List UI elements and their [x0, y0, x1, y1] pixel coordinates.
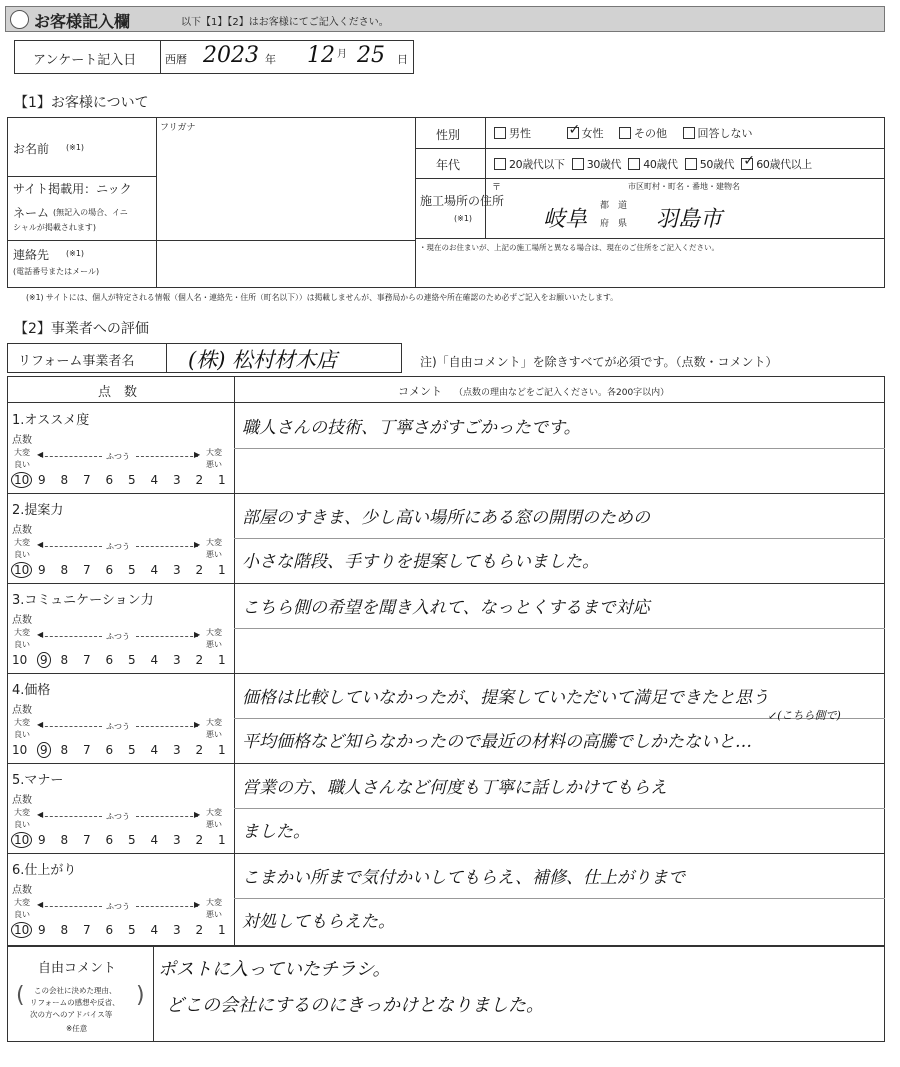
evaluation-row: [8, 583, 885, 673]
scale-number-selected[interactable]: 10: [14, 473, 30, 487]
nickname-note-2: シャルが掲載されます): [13, 223, 96, 232]
comment-line-2[interactable]: 小さな階段、手すりを提案してもらいました。: [242, 552, 599, 572]
score-label: 点数: [12, 525, 32, 536]
arrow-right-icon: ▶: [194, 900, 201, 909]
scale-left-top: 大変: [14, 538, 30, 547]
comment-line-2[interactable]: 平均価格など知らなかったので最近の材料の高騰でしかたないと…: [242, 732, 752, 752]
scale-number[interactable]: 7: [83, 473, 91, 487]
scale-number[interactable]: 7: [83, 563, 91, 577]
gender-option-male[interactable]: 男性: [494, 127, 531, 140]
scale-mid: ふつう: [106, 632, 130, 641]
scale-number[interactable]: 5: [128, 743, 136, 757]
free-note-1: この会社に決めた理由、: [34, 986, 117, 995]
address-label: 施工場所の住所: [420, 194, 505, 208]
arrow-left-icon: ◀: [37, 540, 44, 549]
scale-number[interactable]: 1: [218, 653, 226, 667]
scale-number[interactable]: 6: [105, 833, 114, 847]
comment-line-1[interactable]: 営業の方、職人さんなど何度も丁寧に話しかけてもらえ: [242, 778, 667, 798]
day-value[interactable]: 25: [357, 43, 385, 68]
score-label: 点数: [12, 705, 32, 716]
scale-mid: ふつう: [106, 722, 130, 731]
scale-left-bottom: 良い: [14, 460, 30, 469]
age-option-20s[interactable]: 20歳代以下: [494, 158, 565, 171]
gender-options: [494, 122, 753, 141]
comment-line-2[interactable]: 対処してもらえた。: [242, 912, 395, 932]
scale-right-bottom: 悪い: [206, 460, 222, 469]
scale-number[interactable]: 3: [173, 563, 181, 577]
checkbox-icon[interactable]: [572, 158, 584, 170]
section-header: [5, 6, 885, 32]
date-row: [14, 40, 414, 74]
scale-right-top: 大変: [206, 898, 222, 907]
scale-right-top: 大変: [206, 628, 222, 637]
arrow-left-icon: ◀: [37, 450, 44, 459]
free-note-3: 次の方へのアドバイス等: [30, 1010, 113, 1019]
scale-mid: ふつう: [106, 452, 130, 461]
address-footnote: ・現在のお住まいが、上記の施工場所と異なる場合は、現在のご住所をご記入ください。: [419, 243, 719, 252]
scale-number[interactable]: 3: [173, 473, 181, 487]
privacy-footnote: (※1) サイトには、個人が特定される情報（個人名・連絡先・住所（町名以下））は掲載しませんが、事務局からの連絡や所在確認のため必ずご記入をお願いいたします。: [26, 293, 618, 302]
scale-number[interactable]: 2: [195, 833, 204, 847]
name-note: (※1): [66, 143, 85, 152]
score-column-header: 点 数: [98, 385, 138, 400]
age-option-40s[interactable]: 40歳代: [628, 158, 677, 171]
scale-number[interactable]: 1: [218, 923, 226, 937]
scale-right-bottom: 悪い: [206, 640, 222, 649]
scale-number[interactable]: 5: [128, 473, 136, 487]
year-unit: 年: [265, 53, 276, 66]
scale-number[interactable]: 4: [150, 743, 159, 757]
criterion-label: 2.提案力: [12, 503, 64, 518]
scale-mid: ふつう: [106, 902, 130, 911]
gender-option-female[interactable]: ✓ 女性: [568, 122, 604, 140]
company-label: リフォーム事業者名: [18, 354, 135, 369]
arrow-left-icon: ◀: [37, 900, 44, 909]
scale-number[interactable]: 10: [12, 743, 28, 757]
arrow-right-icon: ▶: [194, 540, 201, 549]
arrow-right-icon: ▶: [194, 450, 201, 459]
scale-number-selected[interactable]: 9: [40, 653, 48, 667]
scale-right-bottom: 悪い: [206, 820, 222, 829]
section2-title: 【2】事業者への評価: [14, 321, 149, 337]
month-unit: 月: [337, 49, 347, 60]
scale-left-bottom: 良い: [14, 820, 30, 829]
arrow-left-icon: ◀: [37, 630, 44, 639]
scale-number[interactable]: 9: [38, 923, 46, 937]
scale-number[interactable]: 1: [218, 563, 226, 577]
scale-number[interactable]: 6: [105, 743, 114, 757]
comment-column-header: コメント: [398, 385, 442, 398]
score-label: 点数: [12, 435, 32, 446]
furigana-label: フリガナ: [160, 123, 196, 133]
age-option-50s[interactable]: 50歳代: [685, 158, 734, 171]
scale-number-selected[interactable]: 10: [14, 923, 30, 937]
scale-number[interactable]: 2: [195, 473, 204, 487]
checked-checkbox-icon[interactable]: ✓: [743, 153, 755, 169]
address-hint: 市区町村・町名・番地・建物名: [628, 182, 740, 191]
age-option-60s[interactable]: ✓ 60歳代以上: [743, 153, 812, 171]
free-note-2: リフォームの感想や反省、: [30, 998, 120, 1007]
year-value[interactable]: 2023: [203, 43, 259, 68]
score-label: 点数: [12, 795, 32, 806]
postal-mark: 〒: [492, 183, 502, 193]
scale-number-selected[interactable]: 9: [40, 743, 48, 757]
scale-number[interactable]: 3: [173, 833, 181, 847]
scale-number-selected[interactable]: 10: [14, 833, 30, 847]
scale-number[interactable]: 8: [60, 743, 69, 757]
scale-number[interactable]: 10: [12, 653, 28, 667]
section1-title: 【1】お客様について: [14, 95, 149, 111]
scale-left-top: 大変: [14, 718, 30, 727]
pref-units-bottom: 府 県: [600, 219, 628, 229]
score-label: 点数: [12, 885, 32, 896]
scale-number[interactable]: 4: [150, 923, 159, 937]
scale-number[interactable]: 1: [218, 473, 226, 487]
scale-mid: ふつう: [106, 812, 130, 821]
scale-number[interactable]: 8: [60, 473, 69, 487]
criterion-label: 3.コミュニケーション力: [12, 593, 154, 608]
required-note: 注)「自由コメント」を除きすべてが必須です。（点数・コメント）: [420, 355, 778, 369]
scale-number[interactable]: 2: [195, 653, 204, 667]
checkbox-icon[interactable]: [494, 127, 506, 139]
left-paren-icon: (: [16, 983, 25, 1008]
criterion-label: 1.オススメ度: [12, 413, 90, 428]
evaluation-row: [8, 763, 885, 853]
score-label: 点数: [12, 615, 32, 626]
comment-line-1[interactable]: 職人さんの技術、丁寧さがすごかったです。: [242, 418, 581, 438]
gender-option-other[interactable]: その他: [619, 127, 667, 140]
scale-number[interactable]: 5: [128, 923, 136, 937]
comment-column-note: （点数の理由などをご記入ください。各200字以内）: [454, 388, 670, 398]
contact-note-2: (電話番号またはメール): [13, 267, 100, 276]
customer-info-table: [7, 117, 885, 288]
comment-line-1[interactable]: こちら側の希望を聞き入れて、なっとくするまで対応: [242, 598, 650, 618]
scale-number[interactable]: 2: [195, 743, 204, 757]
city-value[interactable]: 羽島市: [656, 207, 723, 232]
scale-right-bottom: 悪い: [206, 730, 222, 739]
scale-number[interactable]: 9: [38, 563, 46, 577]
evaluation-row: [8, 403, 885, 493]
scale-number[interactable]: 6: [105, 563, 114, 577]
scale-number[interactable]: 6: [105, 653, 114, 667]
free-comment-line-1[interactable]: ポストに入っていたチラシ。: [158, 959, 391, 980]
scale-left-bottom: 良い: [14, 910, 30, 919]
free-comment-box: [7, 946, 885, 1042]
scale-left-bottom: 良い: [14, 640, 30, 649]
scale-number-selected[interactable]: 10: [14, 563, 30, 577]
arrow-right-icon: ▶: [194, 810, 201, 819]
scale-number[interactable]: 7: [83, 653, 91, 667]
contact-label: 連絡先: [13, 248, 50, 262]
scale-number[interactable]: 7: [83, 923, 91, 937]
checkbox-icon[interactable]: [628, 158, 640, 170]
age-options: [494, 153, 812, 172]
scale-right-bottom: 悪い: [206, 910, 222, 919]
nickname-note-1: (無記入の場合、イニ: [53, 208, 128, 217]
circle-icon: [10, 10, 29, 29]
scale-number[interactable]: 1: [218, 833, 226, 847]
scale-number[interactable]: 4: [150, 473, 159, 487]
scale-number[interactable]: 2: [195, 923, 204, 937]
criterion-label: 5.マナー: [12, 773, 64, 788]
criterion-label: 6.仕上がり: [12, 863, 77, 878]
address-note: (※1): [454, 214, 473, 223]
scale-right-top: 大変: [206, 538, 222, 547]
month-value[interactable]: 12: [307, 43, 335, 68]
scale-left-top: 大変: [14, 628, 30, 637]
free-comment-label: 自由コメント: [38, 961, 117, 976]
scale-number[interactable]: 1: [218, 743, 226, 757]
checked-checkbox-icon[interactable]: ✓: [568, 122, 581, 138]
evaluation-table: [7, 376, 885, 946]
contact-note-1: (※1): [66, 249, 85, 258]
arrow-left-icon: ◀: [37, 810, 44, 819]
scale-number[interactable]: 8: [60, 653, 69, 667]
nickname-label-1: サイト掲載用：ニック: [13, 182, 132, 196]
scale-number[interactable]: 5: [128, 833, 136, 847]
scale-left-top: 大変: [14, 898, 30, 907]
scale-number[interactable]: 3: [173, 923, 181, 937]
scale-number[interactable]: 8: [60, 563, 69, 577]
scale-number[interactable]: 2: [195, 563, 204, 577]
checkbox-icon[interactable]: [619, 127, 631, 139]
scale-mid: ふつう: [106, 542, 130, 551]
scale-number[interactable]: 8: [60, 833, 69, 847]
day-unit: 日: [397, 53, 408, 66]
scale-number[interactable]: 4: [150, 653, 159, 667]
company-row: [7, 343, 402, 373]
scale-left-bottom: 良い: [14, 730, 30, 739]
comment-line-1[interactable]: 部屋のすきま、少し高い場所にある窓の開閉のための: [242, 508, 650, 528]
criterion-label: 4.価格: [12, 683, 51, 698]
company-name[interactable]: (株) 松村材木店: [188, 348, 338, 372]
header-title: お客様記入欄: [34, 12, 131, 31]
pref-units-top: 都 道: [600, 201, 628, 211]
comment-line-1[interactable]: 価格は比較していなかったが、提案していただいて満足できたと思う: [242, 688, 769, 708]
right-paren-icon: ): [136, 983, 145, 1008]
free-comment-line-2[interactable]: どこの会社にするのにきっかけとなりました。: [166, 995, 544, 1016]
gender-option-no-answer[interactable]: 回答しない: [683, 127, 753, 140]
checkbox-icon[interactable]: [685, 158, 697, 170]
scale-number[interactable]: 3: [173, 653, 181, 667]
scale-number[interactable]: 6: [105, 923, 114, 937]
age-label: 年代: [436, 158, 461, 172]
comment-line-2[interactable]: ました。: [242, 822, 310, 842]
scale-number[interactable]: 4: [150, 833, 159, 847]
date-label: アンケート記入日: [33, 53, 137, 68]
scale-number[interactable]: 9: [38, 473, 46, 487]
checkbox-icon[interactable]: [683, 127, 695, 139]
evaluation-row: [8, 673, 885, 763]
scale-number[interactable]: 8: [60, 923, 69, 937]
free-note-4: ※任意: [66, 1024, 88, 1033]
gender-label: 性別: [436, 128, 461, 142]
scale-left-bottom: 良い: [14, 550, 30, 559]
scale-right-top: 大変: [206, 448, 222, 457]
arrow-right-icon: ▶: [194, 630, 201, 639]
nickname-label-2: ネーム: [13, 206, 50, 220]
prefecture-value[interactable]: 岐阜: [543, 207, 588, 232]
scale-left-top: 大変: [14, 808, 30, 817]
scale-left-top: 大変: [14, 448, 30, 457]
scale-number[interactable]: 6: [105, 473, 114, 487]
scale-number[interactable]: 4: [150, 563, 159, 577]
name-label: お名前: [13, 142, 50, 156]
scale-number[interactable]: 7: [83, 743, 91, 757]
evaluation-row: [8, 853, 885, 943]
age-option-30s[interactable]: 30歳代: [572, 158, 621, 171]
scale-right-top: 大変: [206, 718, 222, 727]
scale-number[interactable]: 5: [128, 563, 136, 577]
scale-number[interactable]: 3: [173, 743, 181, 757]
era-label: 西暦: [165, 53, 187, 66]
comment-line-1[interactable]: こまかい所まで気付かいしてもらえ、補修、仕上がりまで: [242, 868, 686, 888]
scale-number[interactable]: 9: [38, 833, 46, 847]
arrow-right-icon: ▶: [194, 720, 201, 729]
scale-number[interactable]: 5: [128, 653, 136, 667]
checkbox-icon[interactable]: [494, 158, 506, 170]
scale-right-top: 大変: [206, 808, 222, 817]
arrow-left-icon: ◀: [37, 720, 44, 729]
comment-note: ↙(こちら側で): [768, 709, 841, 722]
scale-number[interactable]: 7: [83, 833, 91, 847]
scale-right-bottom: 悪い: [206, 550, 222, 559]
evaluation-row: [8, 493, 885, 583]
header-instruction: 以下【1】【2】はお客様にてご記入ください。: [181, 17, 389, 28]
